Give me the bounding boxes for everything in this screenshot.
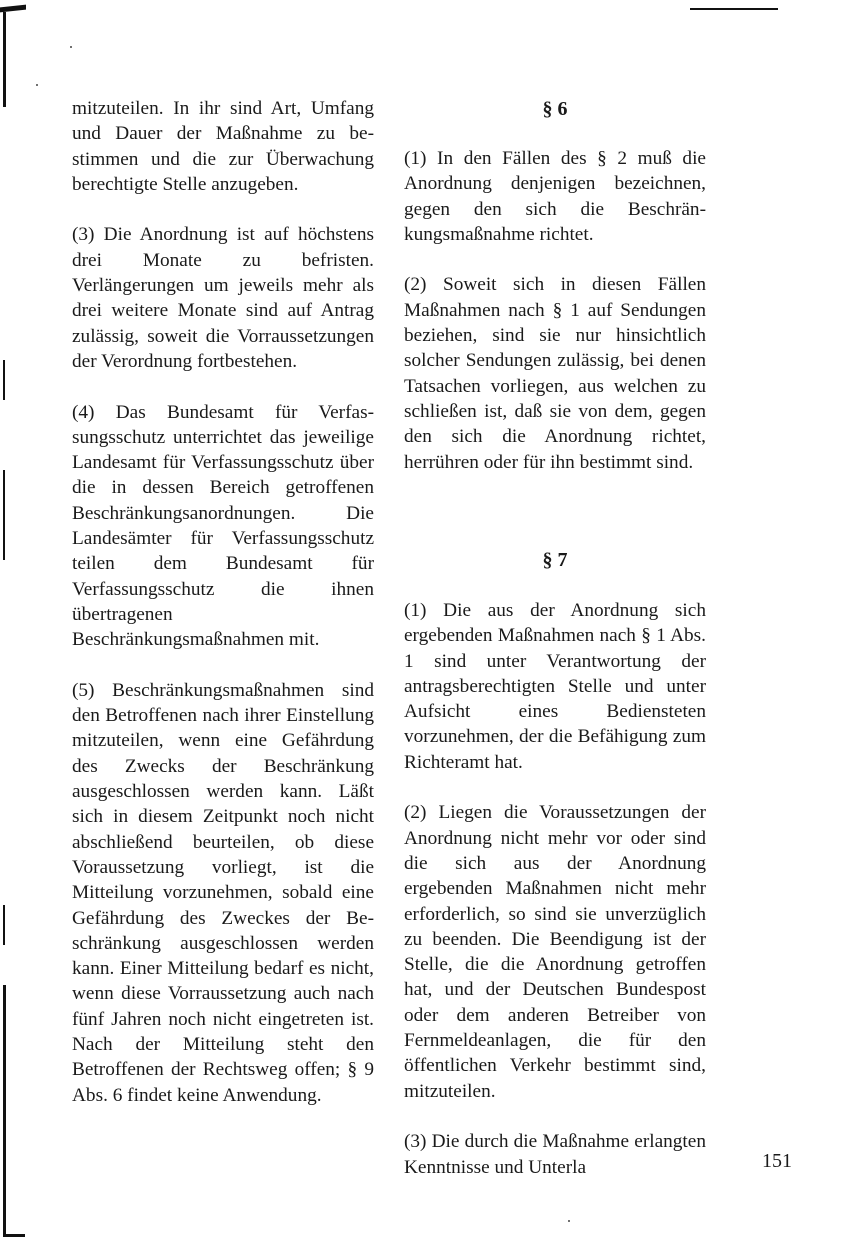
- left-column: [72, 96, 374, 1108]
- section-6-paragraph-1: (1) In den Fällen des § 2 muß die Anordnung denjenigen bezeichnen, gegen den sich die Beschränkungsmaßnahme richtet.: [404, 148, 706, 245]
- scan-top-rule: [690, 8, 778, 10]
- section-7-paragraph-1: (1) Die aus der Anordnung sich ergebenden Maßnahmen nach § 1 Abs. 1 sind unter Verantwortung der antragsberechtigten Stelle und unter Aufsicht eines Bediensteten vorzunehmen, der die Befähigung zum Richteramt hat.: [404, 600, 706, 773]
- section-6-paragraph-2: (2) Soweit sich in diesen Fällen Maßnahmen nach § 1 auf Sendungen beziehen, sind sie nur hinsichtlich solcher Sendungen zulässig, bei denen Tatsachen vorliegen, aus welchen zu schließen ist, daß sie von dem, gegen den sich die Anordnung richtet, herrühren oder für ihn bestimmt sind.: [404, 274, 706, 473]
- paragraph-4: (4) Das Bundesamt für Verfassungsschutz unterrichtet das jeweilige Landesamt für Verfassungsschutz über die in dessen Bereich getroffenen Beschränkungsanordnungen. Die Landesämter für Verfassungsschutz teilen dem Bundesamt für Verfassungsschutz die ihnen übertragenen Beschränkungsmaßnahmen mit.: [72, 401, 374, 651]
- scan-speck: [36, 84, 38, 86]
- paragraph-continuation: mitzuteilen. In ihr sind Art, Umfang und Dauer der Maßnahme zu bestimmen und die zur Überwachung berechtigte Stelle anzugeben.: [72, 98, 374, 195]
- scan-edge-mark: [3, 12, 6, 107]
- right-column-section-7: [404, 598, 706, 1180]
- scan-edge-mark: [3, 1234, 25, 1237]
- section-7-paragraph-2: (2) Liegen die Voraussetzungen der Anordnung nicht mehr vor oder sind die sich aus der Anordnung ergebenden Maßnahmen nicht mehr erforderlich, so sind sie unverzüglich zu beenden. Die Beendigung ist der Stelle, die die Anordnung getroffen hat, und der Deutschen Bundespost oder dem anderen Betreiber von Fernmeldeanlagen, die für den öffentlichen Verkehr bestimmt sind, mitzuteilen.: [404, 802, 706, 1102]
- paragraph-5: (5) Beschränkungsmaßnahmen sind den Betroffenen nach ihrer Einstellung mitzuteilen, wenn eine Gefährdung des Zwecks der Beschränkung ausgeschlossen werden kann. Läßt sich in diesem Zeitpunkt noch nicht abschließend beurteilen, ob diese Voraussetzung vorliegt, ist die Mitteilung vorzunehmen, sobald eine Gefährdung des Zweckes der Beschränkung ausgeschlossen werden kann. Einer Mitteilung bedarf es nicht, wenn diese Vorraussetzung auch nach fünf Jahren noch nicht eingetreten ist. Nach der Mitteilung steht den Betroffenen der Rechtsweg offen; § 9 Abs. 6 findet keine Anwendung.: [72, 679, 374, 1106]
- scan-speck: [568, 1220, 570, 1222]
- scan-speck: [70, 46, 72, 48]
- scan-edge-mark: [3, 470, 5, 560]
- section-heading-6: § 6: [542, 98, 568, 120]
- paragraph-3: (3) Die Anordnung ist auf höchstens drei Monate zu befristen. Verlängerungen um jeweils mehr als drei weitere Monate sind auf Antrag zulässig, soweit die Vorraussetzungen der Verordnung fortbestehen.: [72, 224, 374, 372]
- right-column-section-6: [404, 146, 706, 475]
- scan-edge-mark: [3, 360, 5, 400]
- scan-edge-mark: [3, 985, 6, 1237]
- section-7-paragraph-3: (3) Die durch die Maßnahme erlangten Kenntnisse und Unterla: [404, 1131, 706, 1178]
- scan-edge-mark: [3, 905, 5, 945]
- page-number: 151: [762, 1150, 792, 1172]
- section-heading-7: § 7: [542, 549, 568, 571]
